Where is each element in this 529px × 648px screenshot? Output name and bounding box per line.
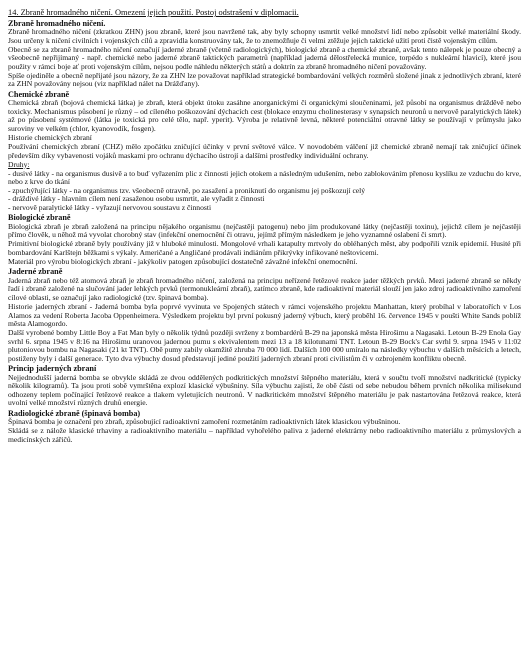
paragraph: Historie jaderných zbraní - Jaderná bomba byla poprvé vyvinuta ve Spojených státech v rámci vojenského projektu Manhattan, který probíhal v laboratořích v Los Alamos za vedení Roberta Jacoba Oppenheimera. Výsledkem projektu byl první pokusný jaderný výbuch, který proběhl 16. července 1945 v poušti White Sands poblíž města Alamogordo. (8, 302, 521, 329)
document-page (8, 0, 521, 445)
list-item: - dráždivé látky - hlavním cílem není zasaženou osobu usmrtit, ale vyřadit z činnosti (8, 194, 265, 204)
paragraph: Jaderná zbraň nebo též atomová zbraň je zbraň hromadného ničení, založená na principu neřízené řetězové reakce jader těžkých prvků. Mezi jaderné zbraně se někdy řadí i zbraně založené na slučování jader lehkých prvků (termonukleární zbraň), zatímco zbraně, kde radioaktivní materiál slouží jen jako zdroj radioaktivního zamoření cílové oblasti, se označují jako radiologické (tzv. špinavá bomba). (8, 275, 521, 302)
section-heading-chemical: Chemické zbraně (8, 89, 70, 99)
section-heading-dirty-bomb: Radiologické zbraně (špinavá bomba) (8, 408, 141, 418)
paragraph: Nejjednodušší jaderná bomba se obvykle skládá ze dvou oddělených podkritických množství štěpného materiálu, která v součtu tvoří množství nadkritické (typicky několik kilogramů). Ta jsou proti sobě vymrštěna explozí klasické výbušniny. Síla výbuchu zajistí, že obě části od sebe nebudou během prvních několika milisekund odhozeny teplem počínající řetězové reakce a tlakem vyletujících neutronů. V nadkritickém množství štěpného materiálu je pak nastartována řetězová reakce, která uvolní velké množství různých druhů energie. (8, 372, 521, 408)
paragraph: Další vyrobené bomby Little Boy a Fat Man byly o několik týdnů později svrženy z bombardérů B-29 na japonská města Hirošimu a Nagasaki. Letoun B-29 Enola Gay svrhl 6. srpna 1945 v 8:16 na Hirošimu uranovou jadernou pumu s ekvivalentem mezi 13 a 18 kilotunami TNT. Letoun B-29 Bock's Car svrhl 9. srpna 1945 v 11:02 plutoniovou bombu na Nagasaki (21 kt TNT). Obě pumy zabily okamžitě zhruba 70 000 lidí. Dalších 100 000 umíralo na následky výbuchu v dalších měsících a letech, postiženy byly i další generace. Tyto dva výbuchy dosud představují jediné použití jaderných zbraní proti civilistům či v ozbrojeném konfliktu obecně. (8, 328, 521, 363)
paragraph: Zbraně hromadného ničení (zkratkou ZHN) jsou zbraně, které jsou navržené tak, aby byly schopny usmrtit velké množství lidí nebo způsobit velké materiální škody. Jsou určeny k ničení civilních i vojenských cílů a zpravidla konstruovány tak, že to znemožňuje či velmi ztěžuje jejich taktické užití proti čistě vojenským cílům. (8, 27, 521, 45)
section-heading-wmd: Zbraně hromadného ničení. (8, 18, 106, 28)
section-heading-principle: Princip jaderných zbraní (8, 364, 97, 374)
document-title: 14. Zbraně hromadného ničení. Omezení jejich použití. Postoj odstrašení v diplomacii. (8, 8, 299, 17)
paragraph: Chemická zbraň (bojová chemická látka) je zbraň, která objekt útoku zasáhne anorganickými či organickými sloučeninami, jež působí na organismus drážděvě nebo toxicky. Mechanismus působení je různý – od cíleného poškozování dýchacích cest (blokace enzymu cholinesterasy v synapsích neuronů u nervově paralytických látek) až po působení systémové (látka je toxická pro celé tělo, např. yperit). Výroba je relativně levná, některé potenciální otravné látky se používají v průmyslu jako suroviny ve velkém (chlor, kyanovodík, fosgen). (8, 98, 521, 133)
section-heading-biological: Biologické zbraně (8, 213, 71, 223)
section-nuclear-weapons (8, 267, 521, 363)
section-dirty-bomb (8, 409, 521, 445)
list-item: - zpuchýřující látky - na organismus tzv. všeobecně otravně, po zasažení a proniknutí do organismu jej poškozují celý (8, 185, 366, 195)
paragraph: Špinavá bomba je označení pro zbraň, způsobující radioaktivní zamoření rozmetáním radioaktivních látek klasickou výbušninou. (8, 417, 401, 427)
subheading-kinds: Druhy: (8, 159, 30, 169)
paragraph: Primitivní biologické zbraně byly používány již v hluboké minulosti. Mongolové vrhali katapulty mrtvoly do obléhaných měst, aby podpořili vznik epidemií. Husité při bombardování Karlštejn běžkami s výkaly. Američané a Angličané prodávali indiánům přikrývky infikované neštovicemi. (8, 239, 521, 257)
paragraph: Biologická zbraň je zbraň založená na principu nějakého organismu (nejčastěji patogenu) nebo jím produkované látky (nejčastěji toxinu), jejichž cílem je nejčastěji přímo člověk, u něhož má vyvolat chorobný stav (infekční onemocnění či otravu, jejímž přímým následkem je jeho vyznamné oslabení či smrt). (8, 221, 521, 240)
list-item: - dusivé látky - na organismus dusivě a to buď vyřazením plic z činnosti jejich otokem a následným udušením, nebo zablokováním přenosu kyslíku ze vzduchu do krve, nebo z krve do tkání (8, 168, 521, 187)
paragraph: Materiál pro výrobu biologických zbraní - jakýkoliv patogen způsobující dostatečně závažné infekční onemocnění. (8, 256, 358, 266)
paragraph: Spíše ojediněle a obecně nepřijaté jsou názory, že za ZHN lze považovat například strategické bombardování velkých rozměrů složené jinak z jednotlivých zbraní, které za ZHN považovány nejsou (viz například nálet na Drážďany). (8, 70, 521, 89)
section-wmd (8, 19, 521, 89)
chemical-kinds-list (8, 170, 521, 213)
list-item: - nervově paralytické látky - vyřazují nervovou soustavu z činnosti (8, 202, 212, 212)
paragraph: Obecně se za zbraně hromadného ničení označují jaderné zbraně (včetně radiologických), biologické zbraně a chemické zbraně, avšak tento nálepek je pouze obecný a všeobecně nepřijímaný - např. chemické nebo jaderné zbraně taktických parametrů (například jaderná dělostřelecká munice, torpédo s nukleární hlavicí), které jsou použity v rámci boje ať proti vojenským cílům, nejsou podle náhledu některých států a doktrín za zbraně hromadného ničení považovány. (8, 44, 521, 71)
subheading-chemical-history: Historie chemických zbraní (8, 132, 92, 142)
paragraph: Skládá se z nálože klasické trhaviny a radioaktivního materiálu – například vyhořelého paliva z jaderné elektrárny nebo radioaktivního materiálu z průmyslových a medicínských zářičů. (8, 426, 521, 444)
section-biological-weapons (8, 213, 521, 266)
section-chemical-weapons (8, 90, 521, 213)
section-heading-nuclear: Jaderné zbraně (8, 267, 63, 277)
paragraph: Používání chemických zbraní (CHZ) mělo zpočátku zničující účinky v první světové válce. V novodobém válčení již chemické zbraně nemají tak zničující účinek především díky vybavenosti vojáků maskami pro ochranu dýchacího ústrojí a dalšími prostředky individuální ochrany. (8, 141, 521, 160)
section-nuclear-principle (8, 364, 521, 408)
